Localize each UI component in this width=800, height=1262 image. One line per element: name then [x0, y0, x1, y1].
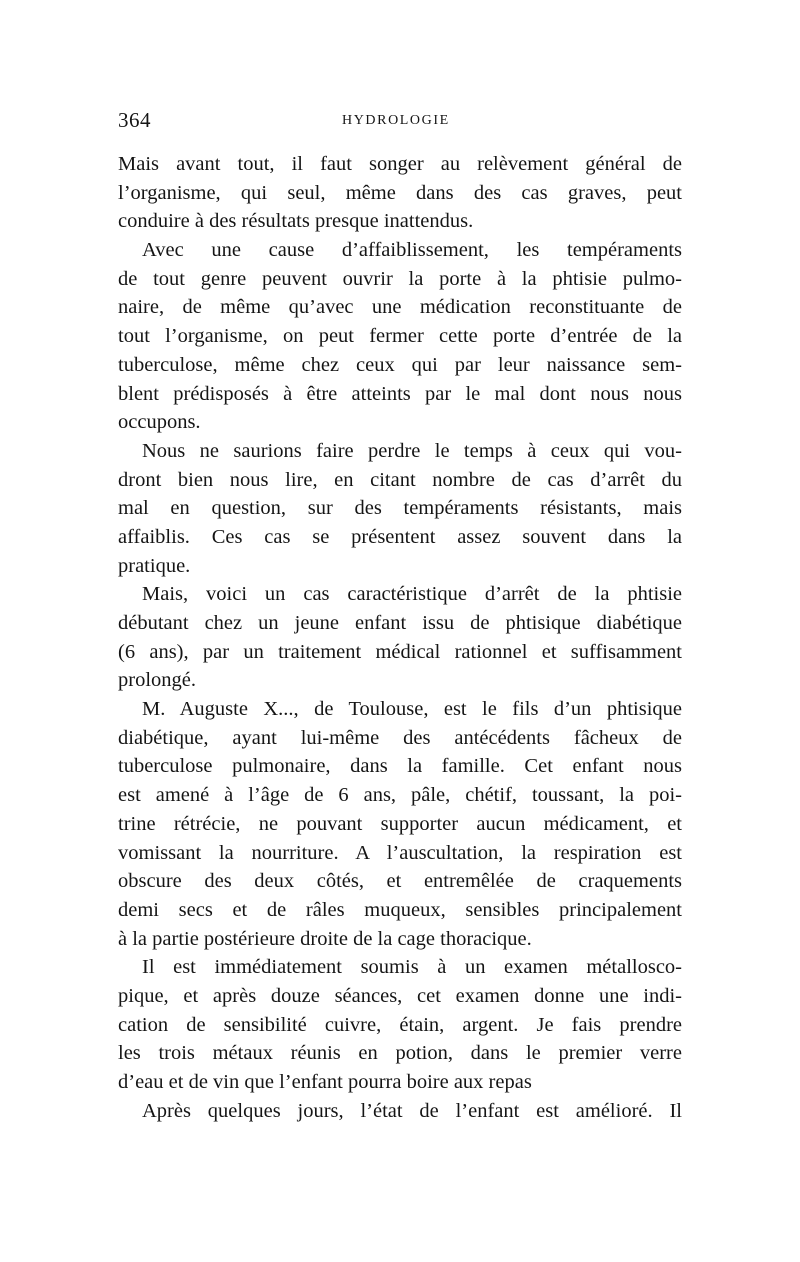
text-line: conduire à des résultats presque inattendus.: [118, 210, 474, 233]
text-line: pique, et après douze séances, cet examen donne une indi-: [118, 984, 682, 1007]
text-line: tuberculose, même chez ceux qui par leur naissance sem-: [118, 353, 682, 376]
text-line: M. Auguste X..., de Toulouse, est le fils d’un phtisique: [142, 698, 682, 721]
text-line: pratique.: [118, 554, 191, 577]
text-line: prolongé.: [118, 669, 196, 692]
text-line: est amené à l’âge de 6 ans, pâle, chétif, toussant, la poi-: [118, 784, 682, 807]
text-line: tout l’organisme, on peut fermer cette porte d’entrée de la: [118, 325, 682, 348]
text-line: cation de sensibilité cuivre, étain, argent. Je fais prendre: [118, 1013, 682, 1036]
running-title: HYDROLOGIE: [342, 113, 450, 128]
text-line: occupons.: [118, 411, 201, 434]
text-line: à la partie postérieure droite de la cage thoracique.: [118, 927, 532, 950]
text-line: Mais avant tout, il faut songer au relèvement général de: [118, 153, 682, 175]
page-number: 364: [118, 108, 151, 132]
text-line: de tout genre peuvent ouvrir la porte à la phtisie pulmo-: [118, 267, 682, 290]
text-line: blent prédisposés à être atteints par le mal dont nous nous: [118, 382, 682, 405]
text-line: diabétique, ayant lui-même des antécédents fâcheux de: [118, 726, 682, 749]
text-line: tuberculose pulmonaire, dans la famille. Cet enfant nous: [118, 755, 682, 778]
text-line: affaiblis. Ces cas se présentent assez souvent dans la: [118, 525, 682, 548]
text-line: vomissant la nourriture. A l’auscultation, la respiration est: [118, 841, 682, 864]
text-line: trine rétrécie, ne pouvant supporter aucun médicament, et: [118, 812, 682, 835]
text-line: (6 ans), par un traitement médical rationnel et suffisamment: [118, 640, 682, 663]
text-line: d’eau et de vin que l’enfant pourra boire aux repas: [118, 1071, 532, 1093]
text-line: obscure des deux côtés, et entremêlée de craquements: [118, 870, 682, 893]
text-line: Avec une cause d’affaiblissement, les tempéraments: [142, 239, 682, 262]
text-line: naire, de même qu’avec une médication reconstituante de: [118, 296, 682, 319]
text-line: débutant chez un jeune enfant issu de phtisique diabétique: [118, 612, 682, 634]
text-line: dront bien nous lire, en citant nombre de cas d’arrêt du: [118, 468, 682, 491]
text-line: Il est immédiatement soumis à un examen métallosco-: [142, 956, 682, 979]
text-line: Mais, voici un cas caractéristique d’arrêt de la phtisie: [142, 583, 682, 606]
text-line: Nous ne saurions faire perdre le temps à ceux qui vou-: [142, 439, 682, 462]
text-line: l’organisme, qui seul, même dans des cas graves, peut: [118, 181, 682, 204]
body-text: [118, 150, 682, 1125]
text-line: demi secs et de râles muqueux, sensibles principalement: [118, 898, 682, 921]
text-line: les trois métaux réunis en potion, dans le premier verre: [118, 1042, 682, 1065]
text-line: mal en question, sur des tempéraments résistants, mais: [118, 497, 682, 520]
text-line: Après quelques jours, l’état de l’enfant est amélioré. Il: [142, 1099, 682, 1122]
running-head: [118, 108, 682, 138]
